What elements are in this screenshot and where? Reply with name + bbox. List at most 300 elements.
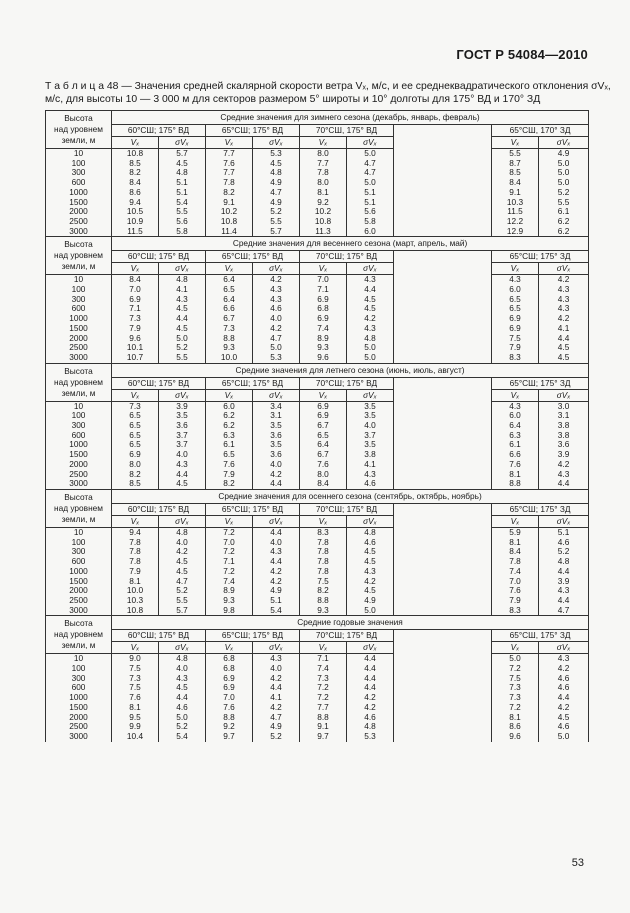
mean-speed-cell: 10.8 <box>112 606 159 616</box>
mean-speed-cell: 6.5 <box>112 440 159 450</box>
altitude-header-line: над уровнем <box>54 376 103 387</box>
mean-speed-cell: 8.8 <box>206 334 253 344</box>
table-row <box>46 304 589 314</box>
table-row <box>46 703 589 713</box>
sector-label: 60°СШ; 175° ВД <box>112 125 206 137</box>
std-dev-cell: 4.4 <box>539 693 589 703</box>
mean-speed-cell: 6.4 <box>206 295 253 305</box>
std-dev-cell: 4.8 <box>347 334 394 344</box>
mean-speed-cell: 8.0 <box>112 460 159 470</box>
altitude-header-line: над уровнем <box>54 502 103 513</box>
mean-speed-cell: 8.4 <box>112 178 159 188</box>
std-dev-cell: 5.0 <box>347 353 394 363</box>
std-dev-symbol: σVₓ <box>539 515 589 527</box>
mean-speed-cell: 10.0 <box>206 353 253 363</box>
mean-speed-cell: 8.8 <box>492 479 539 489</box>
std-dev-cell: 4.5 <box>159 557 206 567</box>
mean-speed-cell: 9.0 <box>112 654 159 664</box>
altitude-cell: 1000 <box>46 314 112 324</box>
std-dev-cell: 4.4 <box>347 654 394 664</box>
std-dev-cell: 4.8 <box>159 654 206 664</box>
std-dev-cell: 4.4 <box>539 334 589 344</box>
std-dev-cell: 4.0 <box>347 421 394 431</box>
mean-speed-symbol: Vₓ <box>206 642 253 654</box>
std-dev-symbol: σVₓ <box>347 389 394 401</box>
table-row <box>46 577 589 587</box>
mean-speed-cell: 8.2 <box>206 188 253 198</box>
mean-speed-cell: 7.4 <box>300 324 347 334</box>
std-dev-cell: 4.3 <box>253 654 300 664</box>
std-dev-cell: 4.9 <box>253 586 300 596</box>
std-dev-cell: 4.5 <box>159 479 206 489</box>
std-dev-cell: 4.5 <box>159 683 206 693</box>
mean-speed-symbol: Vₓ <box>112 389 159 401</box>
mean-speed-cell: 6.7 <box>206 314 253 324</box>
mean-speed-cell: 7.8 <box>300 557 347 567</box>
std-dev-cell: 4.5 <box>159 159 206 169</box>
mean-speed-cell: 6.8 <box>206 654 253 664</box>
std-dev-cell: 4.2 <box>159 547 206 557</box>
altitude-cell: 1500 <box>46 324 112 334</box>
mean-speed-cell: 8.0 <box>300 178 347 188</box>
altitude-cell: 3000 <box>46 479 112 489</box>
sector-label: 70°СШ, 175° ВД <box>300 125 394 137</box>
mean-speed-cell: 8.2 <box>112 470 159 480</box>
table-caption <box>45 80 611 106</box>
mean-speed-cell: 7.6 <box>112 693 159 703</box>
std-dev-cell: 5.0 <box>347 178 394 188</box>
std-dev-cell: 3.1 <box>539 411 589 421</box>
std-dev-cell: 5.8 <box>159 227 206 237</box>
std-dev-cell: 4.6 <box>539 722 589 732</box>
mean-speed-cell: 7.4 <box>492 567 539 577</box>
sector-label: 70°СШ; 175° ВД <box>300 630 394 642</box>
mean-speed-cell: 7.8 <box>492 557 539 567</box>
std-dev-symbol: σVₓ <box>539 263 589 275</box>
mean-speed-cell: 7.2 <box>206 527 253 537</box>
std-dev-cell: 4.1 <box>347 460 394 470</box>
mean-speed-cell: 8.3 <box>300 527 347 537</box>
std-dev-cell: 3.8 <box>539 421 589 431</box>
table-row <box>46 527 589 537</box>
std-dev-cell: 6.2 <box>539 227 589 237</box>
mean-speed-cell: 10.3 <box>492 198 539 208</box>
std-dev-cell: 4.3 <box>539 304 589 314</box>
std-dev-cell: 4.3 <box>253 285 300 295</box>
sector-row <box>46 125 589 137</box>
mean-speed-cell: 6.5 <box>206 450 253 460</box>
std-dev-cell: 3.6 <box>159 421 206 431</box>
altitude-header-line: земли, м <box>61 513 96 524</box>
mean-speed-cell: 7.8 <box>112 547 159 557</box>
mean-speed-cell: 6.5 <box>112 411 159 421</box>
table-row <box>46 693 589 703</box>
mean-speed-cell: 8.6 <box>492 722 539 732</box>
sector-label: 65°СШ; 175° ЗД <box>492 377 589 389</box>
table-row <box>46 586 589 596</box>
mean-speed-cell: 10.9 <box>112 217 159 227</box>
std-dev-cell: 4.2 <box>539 703 589 713</box>
std-dev-cell: 5.0 <box>539 159 589 169</box>
mean-speed-cell: 9.8 <box>206 606 253 616</box>
mean-speed-cell: 9.5 <box>112 713 159 723</box>
mean-speed-cell: 8.1 <box>492 538 539 548</box>
altitude-cell: 300 <box>46 168 112 178</box>
season-title-row <box>46 363 589 377</box>
std-dev-cell: 4.5 <box>347 295 394 305</box>
season-title: Средние значения для осеннего сезона (сентябрь, октябрь, ноябрь) <box>112 489 589 503</box>
std-dev-cell: 4.0 <box>253 664 300 674</box>
altitude-cell: 2000 <box>46 713 112 723</box>
mean-speed-cell: 6.8 <box>206 664 253 674</box>
std-dev-cell: 4.4 <box>539 479 589 489</box>
altitude-cell: 2500 <box>46 217 112 227</box>
table-row <box>46 732 589 742</box>
altitude-cell: 1500 <box>46 198 112 208</box>
mean-speed-cell: 6.0 <box>492 411 539 421</box>
std-dev-cell: 4.6 <box>347 538 394 548</box>
std-dev-cell: 4.4 <box>539 567 589 577</box>
std-dev-cell: 4.5 <box>347 547 394 557</box>
std-dev-cell: 5.5 <box>253 217 300 227</box>
mean-speed-cell: 5.0 <box>492 654 539 664</box>
altitude-cell: 2500 <box>46 470 112 480</box>
sector-label: 70°СШ; 175° ВД <box>300 377 394 389</box>
altitude-cell: 300 <box>46 547 112 557</box>
altitude-cell: 100 <box>46 159 112 169</box>
altitude-header-line: Высота <box>64 113 93 123</box>
std-dev-cell: 4.5 <box>539 353 589 363</box>
mean-speed-cell: 7.2 <box>300 683 347 693</box>
std-dev-cell: 4.9 <box>539 149 589 159</box>
std-dev-symbol: σVₓ <box>539 137 589 149</box>
std-dev-cell: 4.2 <box>347 577 394 587</box>
table-row <box>46 227 589 237</box>
mean-speed-symbol: Vₓ <box>492 515 539 527</box>
std-dev-cell: 4.3 <box>539 285 589 295</box>
altitude-cell: 10 <box>46 527 112 537</box>
std-dev-cell: 4.3 <box>347 275 394 285</box>
std-dev-cell: 4.4 <box>347 285 394 295</box>
mean-speed-cell: 7.1 <box>300 654 347 664</box>
mean-speed-cell: 11.5 <box>492 207 539 217</box>
std-dev-symbol: σVₓ <box>253 263 300 275</box>
std-dev-cell: 5.7 <box>159 606 206 616</box>
table-row <box>46 285 589 295</box>
altitude-header-line: Высота <box>64 618 93 629</box>
std-dev-cell: 4.5 <box>539 343 589 353</box>
mean-speed-cell: 8.8 <box>300 596 347 606</box>
mean-speed-cell: 7.9 <box>112 324 159 334</box>
mean-speed-cell: 7.3 <box>492 683 539 693</box>
mean-speed-cell: 8.2 <box>112 168 159 178</box>
std-dev-cell: 4.2 <box>253 703 300 713</box>
sector-row <box>46 251 589 263</box>
mean-speed-cell: 9.6 <box>112 334 159 344</box>
mean-speed-cell: 10.2 <box>206 207 253 217</box>
std-dev-cell: 5.1 <box>347 198 394 208</box>
mean-speed-cell: 7.9 <box>206 470 253 480</box>
table-row <box>46 168 589 178</box>
mean-speed-symbol: Vₓ <box>112 642 159 654</box>
std-dev-cell: 6.2 <box>539 217 589 227</box>
std-dev-cell: 5.0 <box>539 178 589 188</box>
mean-speed-cell: 6.0 <box>492 285 539 295</box>
table-row <box>46 450 589 460</box>
std-dev-cell: 5.1 <box>347 188 394 198</box>
mean-speed-cell: 9.4 <box>112 198 159 208</box>
mean-speed-symbol: Vₓ <box>492 389 539 401</box>
mean-speed-cell: 7.0 <box>206 693 253 703</box>
std-dev-cell: 4.5 <box>253 159 300 169</box>
mean-speed-cell: 10.8 <box>206 217 253 227</box>
mean-speed-cell: 7.2 <box>492 703 539 713</box>
altitude-cell: 1500 <box>46 703 112 713</box>
season-title-row <box>46 237 589 251</box>
mean-speed-cell: 8.2 <box>206 479 253 489</box>
mean-speed-cell: 8.0 <box>300 149 347 159</box>
std-dev-cell: 5.0 <box>253 343 300 353</box>
mean-speed-cell: 9.2 <box>206 722 253 732</box>
mean-speed-cell: 7.1 <box>112 304 159 314</box>
sector-label: 65°СШ; 175° ЗД <box>492 251 589 263</box>
std-dev-cell: 5.0 <box>159 713 206 723</box>
mean-speed-cell: 9.7 <box>300 732 347 742</box>
mean-speed-cell: 8.1 <box>112 703 159 713</box>
mean-speed-cell: 8.5 <box>112 479 159 489</box>
mean-speed-cell: 7.5 <box>492 334 539 344</box>
mean-speed-cell: 7.2 <box>492 664 539 674</box>
mean-speed-cell: 9.6 <box>300 353 347 363</box>
std-dev-cell: 5.4 <box>159 198 206 208</box>
std-dev-cell: 4.3 <box>347 470 394 480</box>
mean-speed-cell: 6.5 <box>206 285 253 295</box>
mean-speed-cell: 6.4 <box>206 275 253 285</box>
mean-speed-cell: 6.5 <box>112 431 159 441</box>
std-dev-cell: 4.0 <box>253 314 300 324</box>
altitude-cell: 10 <box>46 275 112 285</box>
caption-line-1: Т а б л и ц а 48 — Значения средней скалярной скорости ветра Vₓ, м/с, и ее среднеквадратического отклонения σVₓ, <box>45 81 611 92</box>
std-dev-cell: 3.9 <box>539 577 589 587</box>
altitude-cell: 2000 <box>46 207 112 217</box>
mean-speed-cell: 8.1 <box>112 577 159 587</box>
mean-speed-cell: 7.2 <box>300 693 347 703</box>
mean-speed-cell: 7.9 <box>492 343 539 353</box>
std-dev-cell: 3.6 <box>253 450 300 460</box>
std-dev-cell: 4.4 <box>253 557 300 567</box>
std-dev-cell: 6.0 <box>347 227 394 237</box>
mean-speed-cell: 7.5 <box>112 664 159 674</box>
blank-column <box>394 125 492 237</box>
mean-speed-cell: 6.5 <box>300 431 347 441</box>
mean-speed-cell: 6.3 <box>206 431 253 441</box>
page-number: 53 <box>571 857 584 869</box>
std-dev-cell: 5.1 <box>159 178 206 188</box>
table-row <box>46 275 589 285</box>
std-dev-cell: 4.3 <box>539 470 589 480</box>
mean-speed-cell: 9.1 <box>492 188 539 198</box>
std-dev-cell: 5.1 <box>253 596 300 606</box>
std-dev-cell: 4.7 <box>253 334 300 344</box>
altitude-cell: 1000 <box>46 693 112 703</box>
std-dev-cell: 3.5 <box>253 421 300 431</box>
mean-speed-cell: 8.2 <box>300 586 347 596</box>
altitude-header <box>46 237 112 275</box>
std-dev-symbol: σVₓ <box>539 389 589 401</box>
sector-label: 65°СШ; 175° ВД <box>206 377 300 389</box>
std-dev-cell: 3.0 <box>539 401 589 411</box>
mean-speed-cell: 6.9 <box>300 295 347 305</box>
table-row <box>46 295 589 305</box>
std-dev-cell: 5.6 <box>347 207 394 217</box>
std-dev-cell: 4.4 <box>347 683 394 693</box>
std-dev-cell: 3.5 <box>253 440 300 450</box>
std-dev-cell: 4.2 <box>253 567 300 577</box>
std-dev-cell: 5.2 <box>539 188 589 198</box>
mean-speed-cell: 8.9 <box>300 334 347 344</box>
mean-speed-cell: 7.6 <box>492 586 539 596</box>
std-dev-cell: 4.3 <box>347 324 394 334</box>
altitude-cell: 2000 <box>46 334 112 344</box>
table-row <box>46 353 589 363</box>
mean-speed-cell: 6.5 <box>112 421 159 431</box>
standard-header: ГОСТ Р 54084—2010 <box>456 47 588 62</box>
altitude-cell: 100 <box>46 411 112 421</box>
mean-speed-cell: 7.8 <box>300 547 347 557</box>
mean-speed-cell: 5.9 <box>492 527 539 537</box>
std-dev-cell: 5.3 <box>347 732 394 742</box>
mean-speed-cell: 8.4 <box>112 275 159 285</box>
std-dev-cell: 3.4 <box>253 401 300 411</box>
mean-speed-cell: 7.7 <box>300 159 347 169</box>
std-dev-cell: 4.2 <box>253 275 300 285</box>
std-dev-cell: 5.7 <box>253 227 300 237</box>
table-row <box>46 567 589 577</box>
sector-label: 70°СШ; 175° ВД <box>300 251 394 263</box>
std-dev-cell: 3.1 <box>253 411 300 421</box>
std-dev-cell: 4.9 <box>347 596 394 606</box>
mean-speed-cell: 10.3 <box>112 596 159 606</box>
mean-speed-symbol: Vₓ <box>206 263 253 275</box>
mean-speed-cell: 7.3 <box>206 324 253 334</box>
mean-speed-symbol: Vₓ <box>300 515 347 527</box>
std-dev-cell: 4.5 <box>347 557 394 567</box>
std-dev-cell: 5.1 <box>539 527 589 537</box>
std-dev-cell: 4.2 <box>539 460 589 470</box>
table-row <box>46 557 589 567</box>
std-dev-cell: 3.5 <box>159 411 206 421</box>
altitude-cell: 600 <box>46 304 112 314</box>
mean-speed-cell: 9.3 <box>206 343 253 353</box>
std-dev-cell: 4.2 <box>539 314 589 324</box>
table-row <box>46 547 589 557</box>
mean-speed-cell: 6.6 <box>492 450 539 460</box>
mean-speed-cell: 7.8 <box>300 168 347 178</box>
mean-speed-cell: 7.8 <box>112 538 159 548</box>
std-dev-cell: 4.4 <box>253 479 300 489</box>
mean-speed-symbol: Vₓ <box>492 137 539 149</box>
sector-label: 60°СШ; 175° ВД <box>112 377 206 389</box>
std-dev-cell: 4.1 <box>159 285 206 295</box>
mean-speed-cell: 8.4 <box>492 178 539 188</box>
altitude-cell: 10 <box>46 654 112 664</box>
altitude-header <box>46 489 112 527</box>
altitude-cell: 3000 <box>46 227 112 237</box>
table-row <box>46 411 589 421</box>
altitude-header <box>46 616 112 654</box>
mean-speed-cell: 8.1 <box>492 713 539 723</box>
std-dev-symbol: σVₓ <box>159 642 206 654</box>
altitude-header-line: над уровнем <box>54 629 103 640</box>
std-dev-cell: 5.8 <box>347 217 394 227</box>
std-dev-symbol: σVₓ <box>159 389 206 401</box>
mean-speed-cell: 6.9 <box>492 324 539 334</box>
altitude-cell: 600 <box>46 431 112 441</box>
altitude-cell: 1500 <box>46 450 112 460</box>
std-dev-cell: 5.0 <box>347 343 394 353</box>
mean-speed-cell: 8.4 <box>300 479 347 489</box>
table-row <box>46 207 589 217</box>
mean-speed-cell: 6.9 <box>206 683 253 693</box>
mean-speed-cell: 9.3 <box>300 343 347 353</box>
altitude-cell: 1000 <box>46 188 112 198</box>
mean-speed-cell: 10.2 <box>300 207 347 217</box>
mean-speed-cell: 9.9 <box>112 722 159 732</box>
mean-speed-cell: 12.9 <box>492 227 539 237</box>
table-row <box>46 421 589 431</box>
mean-speed-cell: 10.0 <box>112 586 159 596</box>
mean-speed-cell: 6.9 <box>300 401 347 411</box>
sector-label: 65°СШ; 175° ВД <box>206 630 300 642</box>
std-dev-cell: 4.3 <box>253 295 300 305</box>
mean-speed-symbol: Vₓ <box>112 137 159 149</box>
mean-speed-cell: 7.5 <box>300 577 347 587</box>
std-dev-cell: 5.7 <box>159 149 206 159</box>
mean-speed-cell: 6.9 <box>300 314 347 324</box>
altitude-cell: 600 <box>46 178 112 188</box>
table-row <box>46 683 589 693</box>
sector-label: 65°СШ; 175° ВД <box>206 125 300 137</box>
std-dev-cell: 3.9 <box>159 401 206 411</box>
mean-speed-cell: 7.7 <box>206 149 253 159</box>
sector-label: 70°СШ; 175° ВД <box>300 503 394 515</box>
std-dev-cell: 5.3 <box>253 149 300 159</box>
std-dev-cell: 4.3 <box>539 295 589 305</box>
mean-speed-symbol: Vₓ <box>300 389 347 401</box>
blank-column <box>394 503 492 615</box>
std-dev-cell: 5.5 <box>539 198 589 208</box>
std-dev-cell: 4.4 <box>253 683 300 693</box>
altitude-cell: 10 <box>46 149 112 159</box>
altitude-cell: 1000 <box>46 567 112 577</box>
altitude-cell: 2000 <box>46 586 112 596</box>
std-dev-cell: 4.8 <box>159 168 206 178</box>
symbol-row <box>46 389 589 401</box>
std-dev-cell: 5.0 <box>539 168 589 178</box>
std-dev-cell: 5.4 <box>253 606 300 616</box>
altitude-cell: 600 <box>46 683 112 693</box>
mean-speed-cell: 7.3 <box>492 693 539 703</box>
altitude-header-line: Высота <box>64 491 93 502</box>
mean-speed-cell: 7.9 <box>492 596 539 606</box>
mean-speed-cell: 6.0 <box>206 401 253 411</box>
table-row <box>46 324 589 334</box>
mean-speed-cell: 6.9 <box>112 295 159 305</box>
altitude-cell: 3000 <box>46 732 112 742</box>
std-dev-cell: 5.2 <box>159 343 206 353</box>
std-dev-cell: 4.4 <box>539 596 589 606</box>
mean-speed-cell: 7.3 <box>300 674 347 684</box>
